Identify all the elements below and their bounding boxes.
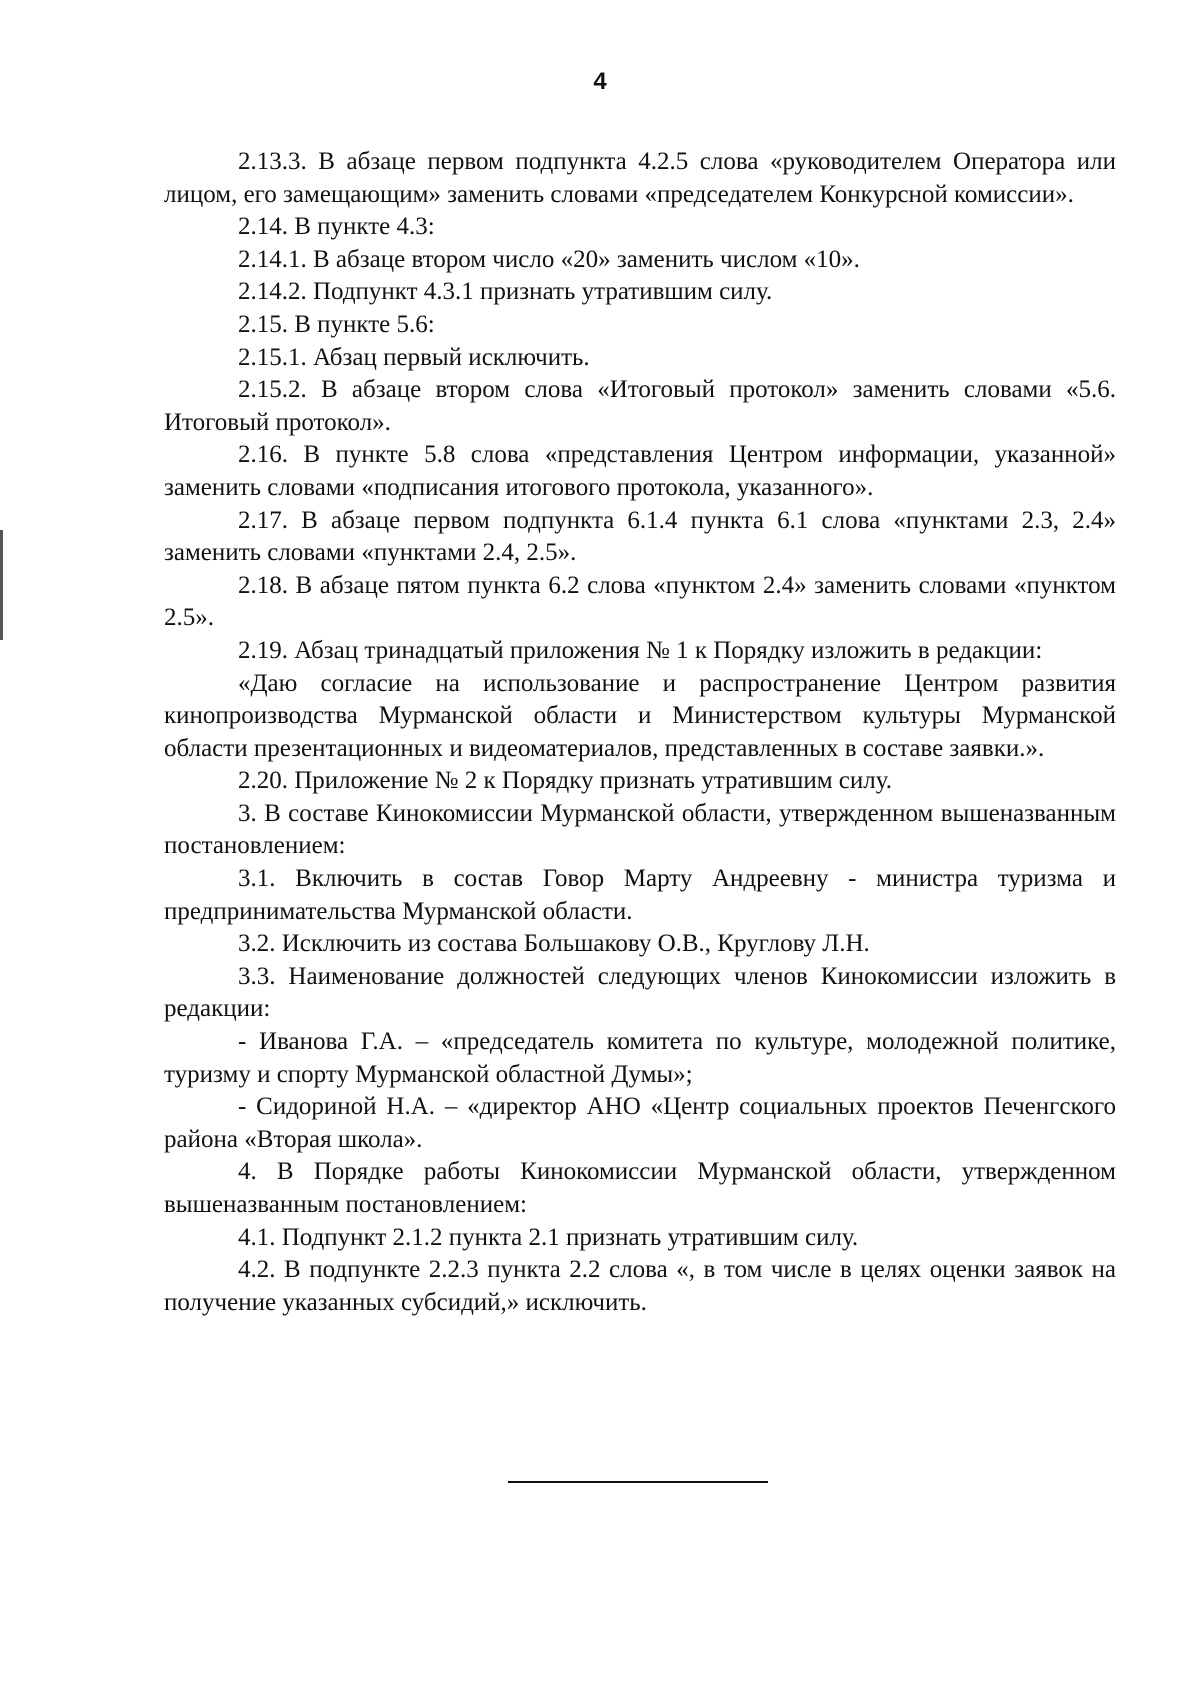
paragraph-2-15-2: 2.15.2. В абзаце втором слова «Итоговый протокол» заменить словами «5.6. Итоговый протокол».: [164, 376, 1116, 436]
paragraph-2-14-1: 2.14.1. В абзаце втором число «20» заменить числом «10».: [238, 245, 860, 273]
paragraph-2-16: 2.16. В пункте 5.8 слова «представления Центром информации, указанной» заменить словами «подписания итогового протокола, указанного».: [164, 441, 1116, 501]
paragraph-2-14: 2.14. В пункте 4.3:: [238, 213, 435, 241]
paragraph-sidorina: - Сидориной Н.А. – «директор АНО «Центр социальных проектов Печенгского района «Вторая школа».: [164, 1093, 1116, 1153]
paragraph-4-2: 4.2. В подпункте 2.2.3 пункта 2.2 слова «, в том числе в целях оценки заявок на получение указанных субсидий,» исключить.: [164, 1256, 1116, 1316]
paragraph-2-20: 2.20. Приложение № 2 к Порядку признать утратившим силу.: [238, 767, 892, 795]
document-body: [164, 146, 1116, 1319]
paragraph-3: 3. В составе Кинокомиссии Мурманской области, утвержденном вышеназванным постановлением:: [164, 799, 1116, 860]
paragraph-3-1: 3.1. Включить в состав Говор Марту Андреевну - министра туризма и предпринимательства Мурманской области.: [164, 865, 1116, 925]
paragraph-2-14-2: 2.14.2. Подпункт 4.3.1 признать утратившим силу.: [238, 278, 773, 306]
paragraph-2-13-3: 2.13.3. В абзаце первом подпункта 4.2.5 слова «руководителем Оператора или лицом, его замещающим» заменить словами «председателем Конкурсной комиссии».: [164, 148, 1116, 208]
paragraph-consent-quote: «Даю согласие на использование и распространение Центром развития кинопроизводства Мурманской области и Министерством культуры Мурманской области презентационных и видеоматериалов, представленных в составе заявки.».: [164, 669, 1116, 762]
paragraph-3-3: 3.3. Наименование должностей следующих членов Кинокомиссии изложить в редакции:: [164, 962, 1116, 1023]
paragraph-3-2: 3.2. Исключить из состава Большакову О.В., Круглову Л.Н.: [238, 930, 870, 958]
closing-divider-line: [508, 1481, 768, 1483]
scan-edge-mark: [0, 530, 3, 640]
paragraph-2-17: 2.17. В абзаце первом подпункта 6.1.4 пункта 6.1 слова «пунктами 2.3, 2.4» заменить словами «пунктами 2.4, 2.5».: [164, 506, 1116, 567]
paragraph-2-19: 2.19. Абзац тринадцатый приложения № 1 к Порядку изложить в редакции:: [238, 636, 1043, 664]
paragraph-ivanova: - Иванова Г.А. – «председатель комитета по культуре, молодежной политике, туризму и спорту Мурманской областной Думы»;: [164, 1028, 1116, 1088]
paragraph-4-1: 4.1. Подпункт 2.1.2 пункта 2.1 признать утратившим силу.: [238, 1223, 859, 1251]
paragraph-2-15: 2.15. В пункте 5.6:: [238, 310, 435, 338]
page-number: 4: [593, 68, 607, 95]
paragraph-2-18: 2.18. В абзаце пятом пункта 6.2 слова «пунктом 2.4» заменить словами «пунктом 2.5».: [164, 571, 1116, 632]
paragraph-4: 4. В Порядке работы Кинокомиссии Мурманской области, утвержденном вышеназванным постановлением:: [164, 1158, 1116, 1218]
paragraph-2-15-1: 2.15.1. Абзац первый исключить.: [238, 343, 590, 371]
